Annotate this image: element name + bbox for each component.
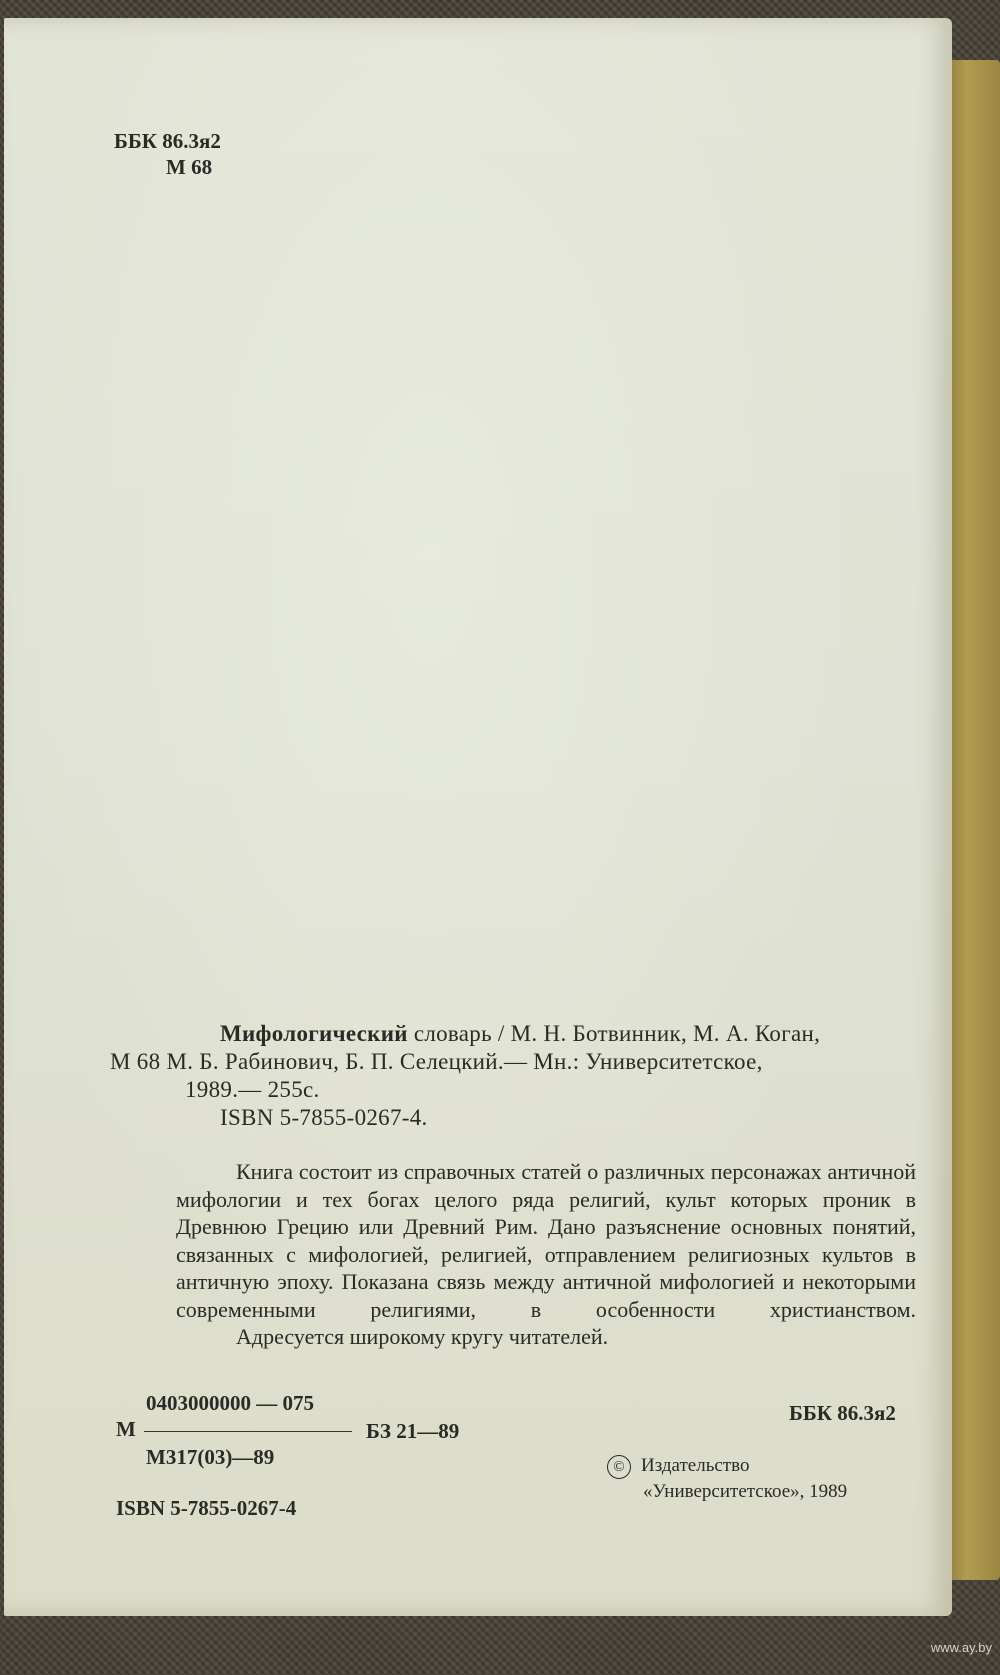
author-mark: М 68 xyxy=(166,155,213,179)
bibliography-authors-1: словарь / М. Н. Ботвинник, М. А. Коган, xyxy=(407,1021,821,1046)
book-page xyxy=(4,18,952,1616)
watermark: www.ay.by xyxy=(930,1640,992,1655)
abstract-audience: Адресуется широкому кругу читателей. xyxy=(236,1324,609,1349)
publisher-name: «Университетское», 1989 xyxy=(643,1481,848,1502)
book-cover-edge xyxy=(945,60,1000,1580)
bibliography-line-2 xyxy=(110,1048,763,1076)
bbk-index-top xyxy=(114,128,221,180)
classification-rule xyxy=(144,1431,352,1432)
abstract xyxy=(176,1158,916,1351)
abstract-paragraph: Книга состоит из справочных статей о различных персонажах античной мифологии и тех богах целого ряда религий, культ которых проник в Древнюю Грецию или Древний Рим. Дано разъяснение основных понятий, связанных с мифологией, религией, отправлением религиозных культов в античную эпоху. Показана связь между античной мифологией и некоторыми современными религиями, в особенности христианством. xyxy=(176,1159,916,1322)
bbk-index-right: ББК 86.3я2 xyxy=(789,1401,896,1425)
bibliography-mark: М 68 xyxy=(110,1049,161,1074)
copyright-icon: © xyxy=(607,1455,631,1479)
bbk-code: ББК 86.3я2 xyxy=(114,129,221,153)
classification-code-2: М317(03)—89 xyxy=(146,1445,275,1469)
isbn-bottom: ISBN 5-7855-0267-4 xyxy=(116,1496,297,1520)
classification-code-bz: БЗ 21—89 xyxy=(366,1419,460,1443)
bibliography-isbn: ISBN 5-7855-0267-4. xyxy=(220,1105,428,1130)
publisher-label: Издательство xyxy=(641,1455,750,1476)
copyright-block xyxy=(607,1453,847,1505)
bibliography-authors-2: М. Б. Рабинович, Б. П. Селецкий.— Мн.: Университетское, xyxy=(160,1049,763,1074)
book-title: Мифологический xyxy=(220,1021,408,1046)
classification-code-1: 0403000000 — 075 xyxy=(146,1391,314,1415)
classification-code-m: М xyxy=(116,1417,136,1441)
bibliography-line-1 xyxy=(220,1020,820,1048)
bibliography-line-3: 1989.— 255с. xyxy=(185,1077,320,1102)
